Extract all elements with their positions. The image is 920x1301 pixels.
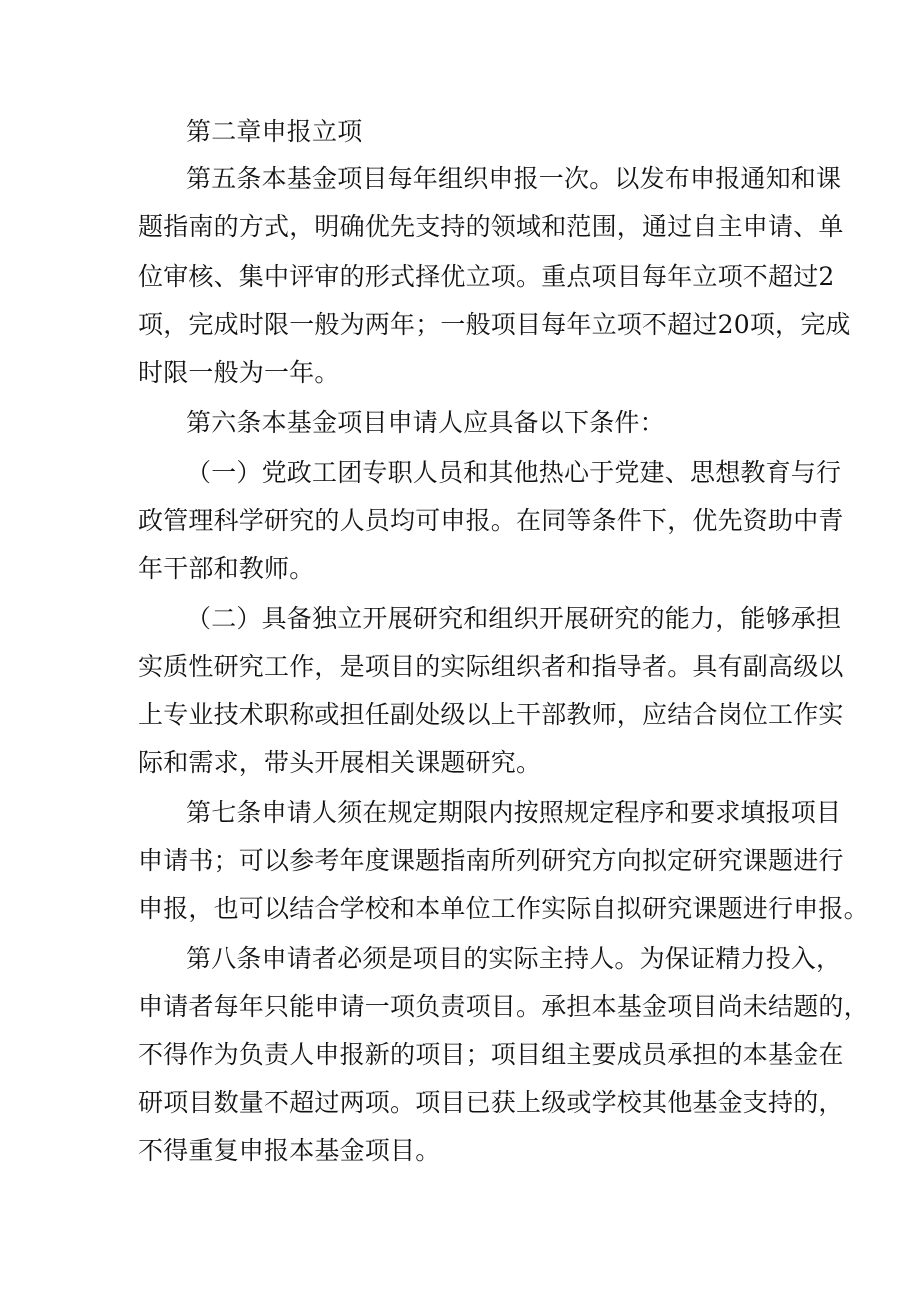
- article5-line-2: 题指南的方式，明确优先支持的领域和范围，通过自主申请、单: [138, 212, 844, 241]
- item1-line-3: 年干部和教师。: [138, 554, 315, 583]
- article7-line-3: 申报，也可以结合学校和本单位工作实际自拟研究课题进行申报。: [138, 894, 869, 923]
- item1-line-1: （一）党政工团专职人员和其他热心于党建、思想教育与行: [186, 458, 842, 487]
- article8-line-5: 不得重复申报本基金项目。: [138, 1136, 441, 1165]
- article7-line-2: 申请书；可以参考年度课题指南所列研究方向拟定研究课题进行: [138, 846, 844, 875]
- item2-line-1: （二）具备独立开展研究和组织开展研究的能力，能够承担: [186, 604, 842, 633]
- article8-line-1: 第八条申请者必须是项目的实际主持人。为保证精力投入，: [186, 944, 842, 973]
- article5-line-1: 第五条本基金项目每年组织申报一次。以发布申报通知和课: [186, 164, 842, 193]
- article5-line-5: 时限一般为一年。: [138, 358, 340, 387]
- article5-line-3: 位审核、集中评审的形式择优立项。重点项目每年立项不超过2: [138, 262, 835, 291]
- item2-line-4: 际和需求，带头开展相关课题研究。: [138, 748, 542, 777]
- chapter-heading: 第二章申报立项: [186, 117, 363, 146]
- article8-line-2: 申请者每年只能申请一项负责项目。承担本基金项目尚未结题的，: [138, 992, 869, 1021]
- article6: 第六条本基金项目申请人应具备以下条件：: [186, 408, 665, 437]
- article8-line-3: 不得作为负责人申报新的项目；项目组主要成员承担的本基金在: [138, 1040, 844, 1069]
- item2-line-3: 上专业技术职称或担任副处级以上干部教师，应结合岗位工作实: [138, 700, 844, 729]
- item2-line-2: 实质性研究工作，是项目的实际组织者和指导者。具有副高级以: [138, 652, 844, 681]
- item1-line-2: 政管理科学研究的人员均可申报。在同等条件下，优先资助中青: [138, 506, 844, 535]
- article7-line-1: 第七条申请人须在规定期限内按照规定程序和要求填报项目: [186, 798, 842, 827]
- article5-line-4: 项，完成时限一般为两年；一般项目每年立项不超过20项，完成: [138, 310, 851, 339]
- article8-line-4: 研项目数量不超过两项。项目已获上级或学校其他基金支持的，: [138, 1088, 844, 1117]
